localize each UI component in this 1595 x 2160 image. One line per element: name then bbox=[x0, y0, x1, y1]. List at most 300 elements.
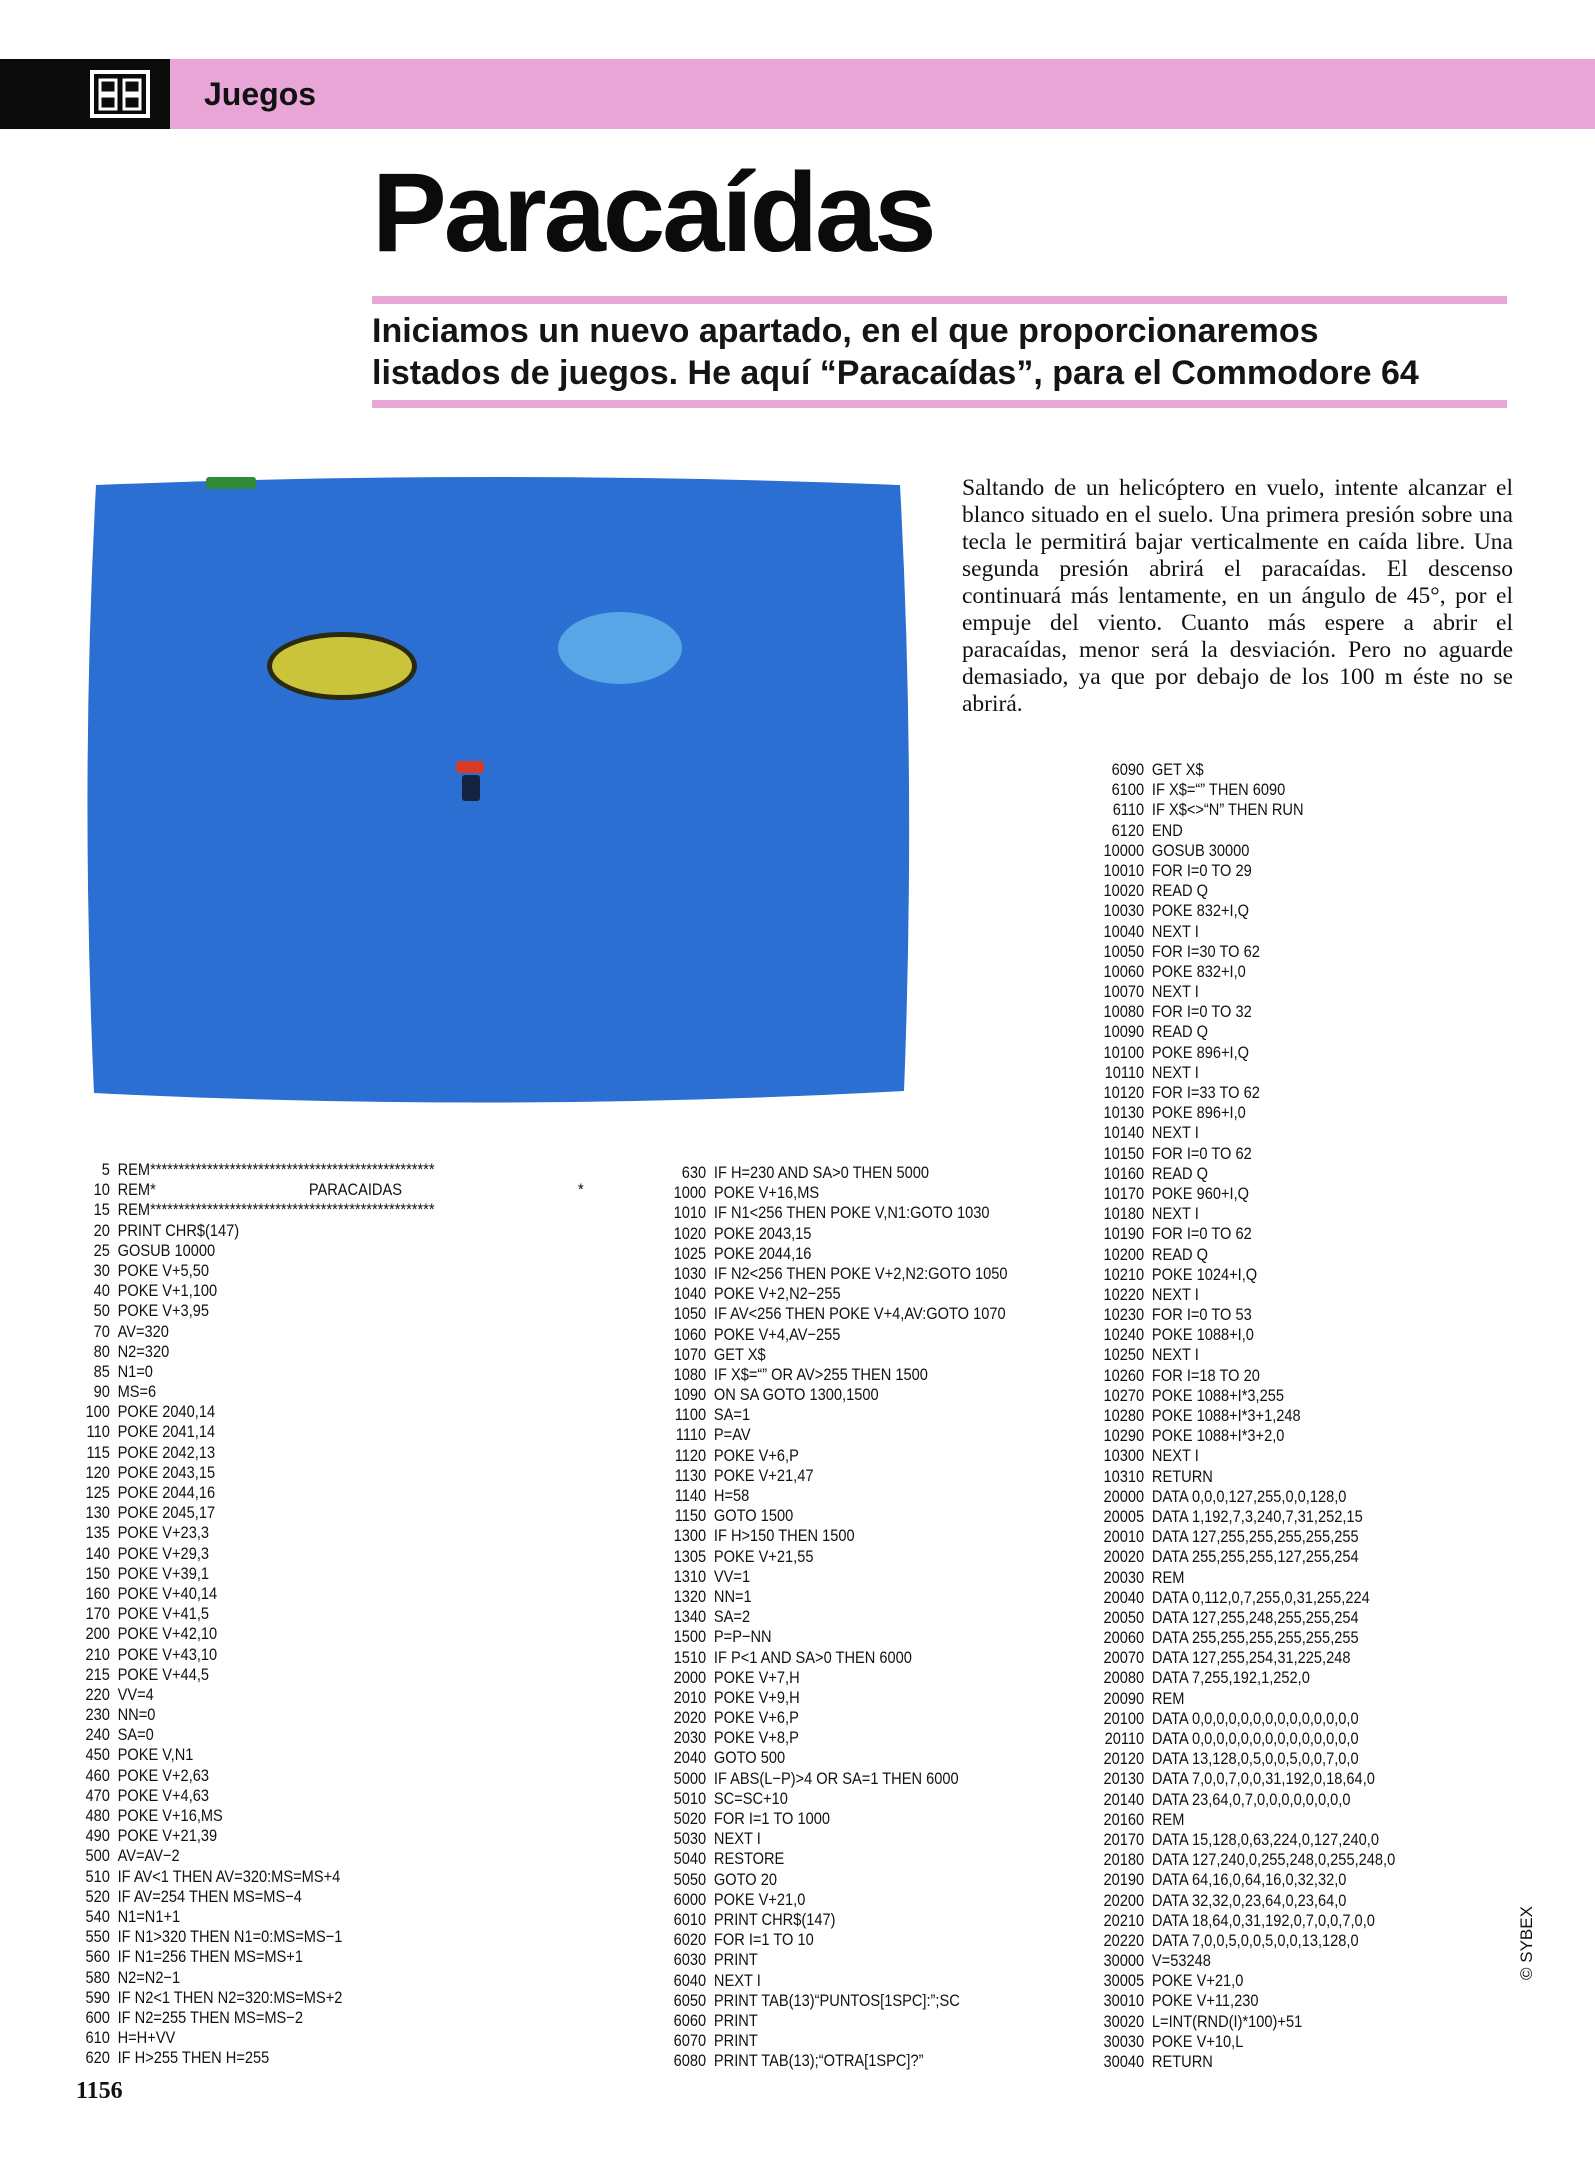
code-line-number: 30040 bbox=[1103, 2052, 1145, 2071]
code-line bbox=[658, 1264, 1105, 1284]
code-line-statement: POKE 2043,15 bbox=[713, 1223, 812, 1243]
code-line-statement: DATA 7,0,0,7,0,0,31,192,0,18,64,0 bbox=[1151, 1769, 1375, 1789]
code-line-number: 2000 bbox=[673, 1667, 707, 1687]
code-line-statement: POKE 960+I,Q bbox=[1151, 1183, 1250, 1203]
code-line-statement: H=H+VV bbox=[117, 2028, 176, 2048]
code-line-number: 6120 bbox=[1111, 820, 1145, 840]
code-line-number: 1025 bbox=[673, 1243, 707, 1263]
code-line-number: 1030 bbox=[673, 1263, 707, 1283]
code-line bbox=[1096, 1668, 1474, 1688]
code-line bbox=[1096, 2012, 1474, 2032]
code-line-statement: POKE 832+I,0 bbox=[1151, 961, 1246, 981]
code-line-statement: IF N1>320 THEN N1=0:MS=MS−1 bbox=[117, 1927, 343, 1947]
code-line bbox=[1096, 1224, 1474, 1244]
code-line-statement: GOSUB 30000 bbox=[1151, 840, 1250, 860]
code-line bbox=[1096, 1749, 1474, 1769]
code-line-number: 70 bbox=[93, 1321, 110, 1341]
code-line bbox=[1096, 1002, 1474, 1022]
code-line-number: 120 bbox=[85, 1462, 110, 1482]
code-line-number: 10020 bbox=[1103, 881, 1145, 901]
code-line-statement: IF AV=254 THEN MS=MS−4 bbox=[117, 1886, 302, 1906]
code-line bbox=[72, 1867, 584, 1887]
code-line bbox=[1096, 1245, 1474, 1265]
code-line: 15 REM************************************************** bbox=[93, 1200, 435, 1220]
code-line-number: 620 bbox=[85, 2048, 110, 2068]
code-line-statement: GOTO 1500 bbox=[713, 1506, 794, 1526]
code-line-statement: POKE V+39,1 bbox=[117, 1563, 210, 1583]
code-column-3 bbox=[1096, 760, 1474, 2072]
code-line bbox=[1096, 1103, 1474, 1123]
code-line-statement: DATA 13,128,0,5,0,0,5,0,0,7,0,0 bbox=[1151, 1749, 1359, 1769]
subtitle-rule-top bbox=[372, 296, 1507, 304]
code-line bbox=[1096, 1285, 1474, 1305]
code-line bbox=[658, 1284, 1105, 1304]
sky-background bbox=[87, 477, 909, 1103]
code-line-number: 500 bbox=[85, 1846, 110, 1866]
code-line-number: 10240 bbox=[1103, 1325, 1145, 1345]
code-line-number: 30010 bbox=[1103, 1991, 1145, 2011]
code-line bbox=[658, 1728, 1105, 1748]
code-line-statement: POKE V+5,50 bbox=[117, 1260, 210, 1280]
code-line-statement: DATA 127,255,254,31,225,248 bbox=[1151, 1648, 1351, 1668]
code-line bbox=[1096, 2052, 1474, 2072]
code-line-statement: IF P<1 AND SA>0 THEN 6000 bbox=[713, 1647, 912, 1667]
code-line bbox=[72, 1584, 584, 1604]
subtitle bbox=[372, 310, 1507, 394]
code-line bbox=[1096, 1467, 1474, 1487]
code-line bbox=[1096, 1123, 1474, 1143]
code-line-number: 115 bbox=[86, 1442, 110, 1462]
code-line-statement: POKE V+11,230 bbox=[1151, 1991, 1259, 2011]
code-line-statement: READ Q bbox=[1151, 1163, 1208, 1183]
code-line-number: 10040 bbox=[1103, 921, 1145, 941]
code-line-statement: H=58 bbox=[713, 1486, 750, 1505]
code-line-statement: RETURN bbox=[1151, 1466, 1213, 1486]
code-line bbox=[658, 1425, 1105, 1445]
code-line-number: 20220 bbox=[1103, 1930, 1145, 1950]
code-line-statement: IF N2<1 THEN N2=320:MS=MS+2 bbox=[117, 1987, 343, 2007]
code-line-number: 20120 bbox=[1103, 1749, 1145, 1769]
code-line bbox=[1096, 1022, 1474, 1042]
code-line bbox=[72, 1221, 584, 1241]
code-line-number: 10090 bbox=[1103, 1022, 1145, 1042]
code-line-statement: IF H>150 THEN 1500 bbox=[713, 1526, 855, 1546]
code-line-number: 1090 bbox=[673, 1385, 707, 1405]
code-line bbox=[658, 2011, 1105, 2031]
code-line-statement: POKE 2045,17 bbox=[117, 1503, 216, 1523]
code-line-number: 610 bbox=[85, 2028, 110, 2048]
code-line bbox=[72, 1483, 584, 1503]
code-line bbox=[1096, 1850, 1474, 1870]
code-line-statement: READ Q bbox=[1151, 1244, 1208, 1264]
code-line-statement: P=AV bbox=[713, 1425, 751, 1445]
code-line bbox=[658, 1365, 1105, 1385]
code-line-statement: NEXT I bbox=[1151, 1345, 1199, 1365]
code-line: 5 REM************************************************** bbox=[101, 1160, 435, 1179]
code-line-number: 20070 bbox=[1103, 1648, 1145, 1668]
code-line-number: 5000 bbox=[673, 1768, 707, 1788]
code-line bbox=[1096, 1366, 1474, 1386]
code-line-statement: POKE 2044,16 bbox=[713, 1243, 812, 1263]
code-line-statement: POKE V+4,63 bbox=[117, 1785, 210, 1805]
code-line bbox=[1096, 942, 1474, 962]
code-line bbox=[72, 1443, 584, 1463]
code-line bbox=[658, 1748, 1105, 1768]
code-line-number: 1020 bbox=[673, 1223, 707, 1243]
code-line-statement: IF AV<256 THEN POKE V+4,AV:GOTO 1070 bbox=[713, 1304, 1006, 1324]
code-line-number: 20130 bbox=[1103, 1769, 1145, 1789]
code-line-number: 10150 bbox=[1103, 1143, 1145, 1163]
code-line-number: 80 bbox=[93, 1341, 110, 1361]
code-line-number: 470 bbox=[85, 1785, 110, 1805]
code-line bbox=[72, 1241, 584, 1261]
code-line-number: 1130 bbox=[674, 1465, 707, 1485]
code-line-number: 2040 bbox=[673, 1748, 707, 1768]
code-line-statement: DATA 7,255,192,1,252,0 bbox=[1151, 1668, 1310, 1688]
code-line bbox=[658, 1405, 1105, 1425]
code-line-number: 170 bbox=[85, 1604, 110, 1624]
code-line-statement: FOR I=0 TO 29 bbox=[1151, 860, 1252, 880]
code-line bbox=[1096, 1527, 1474, 1547]
code-line-number: 10260 bbox=[1103, 1365, 1145, 1385]
code-line bbox=[72, 1422, 584, 1442]
code-line-number: 6090 bbox=[1111, 760, 1145, 779]
code-line bbox=[72, 1564, 584, 1584]
code-line bbox=[1096, 821, 1474, 841]
code-line-statement: FOR I=0 TO 32 bbox=[1151, 1002, 1252, 1022]
target-island-fill bbox=[272, 637, 412, 695]
code-line bbox=[1096, 1063, 1474, 1083]
code-line bbox=[72, 1281, 584, 1301]
code-line bbox=[1096, 1588, 1474, 1608]
code-line-statement: IF AV<1 THEN AV=320:MS=MS+4 bbox=[117, 1866, 341, 1886]
code-line-statement: IF H>255 THEN H=255 bbox=[117, 2048, 270, 2068]
code-line-statement: PRINT bbox=[713, 2010, 758, 2030]
code-line bbox=[658, 1244, 1105, 1264]
code-line-statement: FOR I=0 TO 62 bbox=[1151, 1143, 1252, 1163]
code-line bbox=[658, 1829, 1105, 1849]
code-line bbox=[1096, 1608, 1474, 1628]
code-line-statement: P=P−NN bbox=[713, 1627, 772, 1647]
code-line-statement: DATA 0,0,0,0,0,0,0,0,0,0,0,0,0,0 bbox=[1151, 1708, 1359, 1728]
code-line-statement: POKE 832+I,Q bbox=[1151, 901, 1250, 921]
code-line bbox=[1096, 1184, 1474, 1204]
code-line-statement: POKE V+3,95 bbox=[117, 1301, 210, 1321]
code-line bbox=[658, 1890, 1105, 1910]
code-line-statement: POKE 1088+I,0 bbox=[1151, 1325, 1254, 1345]
code-line-statement: N2=N2−1 bbox=[117, 1967, 181, 1987]
code-line bbox=[72, 1604, 584, 1624]
code-line bbox=[72, 1786, 584, 1806]
code-line-number: 40 bbox=[93, 1281, 110, 1301]
code-line-number: 20050 bbox=[1103, 1607, 1145, 1627]
code-line bbox=[72, 1887, 584, 1907]
code-line-number: 1500 bbox=[673, 1627, 707, 1647]
code-line-number: 10110 bbox=[1104, 1062, 1145, 1082]
code-line-statement: POKE V+4,AV−255 bbox=[713, 1324, 841, 1344]
code-line bbox=[658, 1446, 1105, 1466]
code-line-statement: DATA 0,0,0,127,255,0,0,128,0 bbox=[1151, 1486, 1347, 1506]
code-line-statement: ON SA GOTO 1300,1500 bbox=[713, 1385, 879, 1405]
code-line-number: 10000 bbox=[1103, 840, 1145, 860]
code-line bbox=[658, 1648, 1105, 1668]
code-line bbox=[658, 1991, 1105, 2011]
code-line bbox=[72, 1402, 584, 1422]
code-line-number: 215 bbox=[85, 1664, 110, 1684]
code-line-number: 220 bbox=[85, 1684, 110, 1704]
code-line-statement: POKE V+21,0 bbox=[713, 1889, 806, 1909]
code-line-number: 10310 bbox=[1103, 1466, 1145, 1486]
code-line-number: 10100 bbox=[1103, 1042, 1145, 1062]
code-line bbox=[658, 1526, 1105, 1546]
code-line-number: 1150 bbox=[674, 1506, 707, 1526]
code-line-statement: POKE V+10,L bbox=[1151, 2031, 1244, 2051]
code-line-number: 230 bbox=[85, 1705, 110, 1725]
code-line bbox=[658, 1809, 1105, 1829]
code-line bbox=[1096, 1951, 1474, 1971]
code-line-statement: DATA 32,32,0,23,64,0,23,64,0 bbox=[1151, 1890, 1347, 1910]
code-line-statement: REM bbox=[1151, 1809, 1185, 1829]
code-line bbox=[72, 1523, 584, 1543]
code-line-statement: DATA 0,112,0,7,255,0,31,255,224 bbox=[1151, 1587, 1370, 1607]
code-line-number: 100 bbox=[85, 1402, 110, 1422]
code-line bbox=[72, 1645, 584, 1665]
code-line bbox=[1096, 1345, 1474, 1365]
code-line bbox=[72, 1463, 584, 1483]
code-line-statement: POKE 1024+I,Q bbox=[1151, 1264, 1258, 1284]
code-line-number: 2030 bbox=[673, 1728, 707, 1748]
code-line-statement: DATA 1,192,7,3,240,7,31,252,15 bbox=[1151, 1506, 1363, 1526]
code-line-statement: DATA 15,128,0,63,224,0,127,240,0 bbox=[1151, 1829, 1379, 1849]
code-line-number: 10270 bbox=[1103, 1385, 1145, 1405]
code-line bbox=[1096, 1305, 1474, 1325]
code-line-number: 30000 bbox=[1103, 1951, 1145, 1971]
code-line-number: 160 bbox=[85, 1583, 110, 1603]
code-line-number: 1320 bbox=[673, 1586, 707, 1606]
code-line-number: 20100 bbox=[1103, 1708, 1145, 1728]
code-line bbox=[1096, 760, 1474, 780]
code-line-number: 6040 bbox=[673, 1970, 707, 1990]
code-line-statement: END bbox=[1151, 820, 1183, 840]
code-line-statement: GET X$ bbox=[1151, 760, 1204, 779]
code-line-number: 20110 bbox=[1104, 1729, 1145, 1748]
code-line-statement: POKE V+16,MS bbox=[117, 1806, 223, 1825]
code-line-statement: IF N1=256 THEN MS=MS+1 bbox=[117, 1947, 303, 1967]
code-line-number: 1050 bbox=[673, 1304, 707, 1324]
code-line-statement: NEXT I bbox=[713, 1829, 761, 1849]
code-line bbox=[658, 1547, 1105, 1567]
code-line-number: 50 bbox=[93, 1301, 110, 1321]
code-line-number: 10160 bbox=[1103, 1163, 1145, 1183]
code-line-statement: GOTO 20 bbox=[713, 1869, 778, 1889]
code-line-number: 1100 bbox=[674, 1405, 707, 1425]
page-title: Paracaídas bbox=[372, 150, 934, 275]
code-line bbox=[72, 1988, 584, 2008]
code-line bbox=[658, 1385, 1105, 1405]
code-line bbox=[1096, 780, 1474, 800]
code-line bbox=[658, 1506, 1105, 1526]
code-line-statement: POKE V+21,0 bbox=[1151, 1971, 1244, 1991]
code-line-statement: N1=N1+1 bbox=[117, 1906, 181, 1926]
code-line bbox=[1096, 922, 1474, 942]
code-line-statement: POKE 1088+I*3+1,248 bbox=[1151, 1406, 1301, 1425]
code-line bbox=[1096, 1729, 1474, 1749]
code-line-number: 5010 bbox=[673, 1788, 707, 1808]
code-line-number: 20140 bbox=[1103, 1789, 1145, 1809]
code-line bbox=[1096, 1891, 1474, 1911]
code-line-statement: POKE V+42,10 bbox=[117, 1624, 218, 1644]
code-line-number: 1080 bbox=[673, 1364, 707, 1384]
code-line-number: 10140 bbox=[1103, 1123, 1145, 1143]
code-line bbox=[658, 1849, 1105, 1869]
code-line bbox=[1096, 1406, 1474, 1426]
code-line-statement: PRINT CHR$(147) bbox=[713, 1909, 836, 1929]
code-line-statement: POKE 896+I,0 bbox=[1151, 1103, 1246, 1123]
code-line bbox=[658, 1930, 1105, 1950]
code-line-number: 5050 bbox=[673, 1869, 707, 1889]
code-line bbox=[1096, 1446, 1474, 1466]
code-line-statement: DATA 64,16,0,64,16,0,32,32,0 bbox=[1151, 1870, 1347, 1890]
code-line-statement: REM bbox=[1151, 1688, 1185, 1708]
code-line-statement: POKE V+6,P bbox=[713, 1708, 799, 1728]
code-line-number: 550 bbox=[85, 1927, 110, 1947]
code-line bbox=[72, 1544, 584, 1564]
code-line-statement: MS=6 bbox=[117, 1382, 157, 1402]
code-line-number: 5020 bbox=[673, 1809, 707, 1828]
code-line bbox=[1096, 1568, 1474, 1588]
code-line-number: 10220 bbox=[1103, 1284, 1145, 1304]
code-line-statement: FOR I=30 TO 62 bbox=[1151, 941, 1260, 961]
code-line-statement: NEXT I bbox=[1151, 1062, 1199, 1082]
code-line-number: 20080 bbox=[1103, 1668, 1145, 1688]
code-line-statement: DATA 255,255,255,127,255,254 bbox=[1151, 1547, 1359, 1567]
code-line bbox=[1096, 1911, 1474, 1931]
code-line-statement: FOR I=1 TO 1000 bbox=[713, 1809, 830, 1828]
code-line-statement: NEXT I bbox=[1151, 982, 1199, 1002]
code-line bbox=[72, 1665, 584, 1685]
code-line-statement: FOR I=33 TO 62 bbox=[1151, 1083, 1260, 1102]
code-line bbox=[1096, 861, 1474, 881]
code-line-statement: POKE V+43,10 bbox=[117, 1644, 218, 1664]
code-line-number: 5040 bbox=[673, 1849, 707, 1869]
code-line-statement: GET X$ bbox=[713, 1344, 766, 1364]
code-line-number: 1300 bbox=[673, 1526, 707, 1546]
code-line-number: 30 bbox=[93, 1260, 110, 1280]
code-line-statement: POKE V+7,H bbox=[713, 1667, 800, 1687]
code-line-statement: PRINT TAB(13)“PUNTOS[1SPC]:”;SC bbox=[713, 1990, 960, 2010]
code-line bbox=[658, 1789, 1105, 1809]
code-line-statement: N2=320 bbox=[117, 1341, 170, 1361]
code-line-statement: POKE V+8,P bbox=[713, 1728, 799, 1748]
code-line-number: 30030 bbox=[1103, 2031, 1145, 2051]
code-line-statement: POKE 1088+I*3,255 bbox=[1151, 1385, 1284, 1405]
code-line bbox=[658, 1950, 1105, 1970]
code-line-statement: RETURN bbox=[1151, 2052, 1213, 2071]
code-line-statement: NN=0 bbox=[117, 1705, 156, 1725]
code-line-number: 10030 bbox=[1103, 901, 1145, 921]
code-line-number: 1110 bbox=[675, 1425, 707, 1445]
code-line bbox=[72, 1766, 584, 1786]
code-line bbox=[658, 1627, 1105, 1647]
code-line bbox=[1096, 800, 1474, 820]
code-line bbox=[1096, 1790, 1474, 1810]
code-line bbox=[72, 2028, 584, 2048]
code-line-number: 10230 bbox=[1103, 1305, 1145, 1325]
code-line-number: 20190 bbox=[1103, 1870, 1145, 1890]
code-line-statement: POKE 2041,14 bbox=[117, 1422, 216, 1442]
code-line-number: 20020 bbox=[1103, 1547, 1145, 1567]
code-line-statement: AV=320 bbox=[117, 1321, 169, 1341]
code-line-statement: POKE V+41,5 bbox=[117, 1604, 210, 1624]
code-line-number: 10210 bbox=[1103, 1264, 1145, 1284]
code-line bbox=[1096, 2032, 1474, 2052]
code-line bbox=[1096, 1487, 1474, 1507]
code-line-number: 450 bbox=[85, 1745, 110, 1765]
section-logo-icon bbox=[90, 70, 150, 118]
subtitle-line-1: Iniciamos un nuevo apartado, en el que proporcionaremos bbox=[372, 312, 1319, 350]
code-line bbox=[72, 1362, 584, 1382]
code-line bbox=[1096, 901, 1474, 921]
code-line-statement: L=INT(RND(I)*100)+51 bbox=[1151, 2011, 1303, 2031]
code-line-statement: POKE 1088+I*3+2,0 bbox=[1151, 1426, 1285, 1446]
code-line bbox=[1096, 1870, 1474, 1890]
code-line-number: 630 bbox=[681, 1163, 707, 1182]
code-line-statement: IF N2<256 THEN POKE V+2,N2:GOTO 1050 bbox=[713, 1263, 1008, 1283]
code-line bbox=[658, 1870, 1105, 1890]
code-line bbox=[658, 1224, 1105, 1244]
code-line-number: 6000 bbox=[673, 1889, 707, 1909]
code-line-statement: NEXT I bbox=[713, 1970, 761, 1990]
code-line-number: 6050 bbox=[673, 1990, 707, 2010]
code-line bbox=[1096, 1991, 1474, 2011]
code-line-statement: N1=0 bbox=[117, 1361, 153, 1381]
section-label: Juegos bbox=[204, 76, 317, 112]
code-line bbox=[658, 1325, 1105, 1345]
code-line-statement: IF X$<>“N” THEN RUN bbox=[1151, 800, 1304, 820]
code-line-number: 20210 bbox=[1103, 1910, 1145, 1930]
code-line-statement: SC=SC+10 bbox=[713, 1788, 788, 1808]
code-line bbox=[658, 1203, 1105, 1223]
code-column-2 bbox=[658, 1163, 1105, 2071]
helicopter-sprite bbox=[206, 477, 256, 489]
code-line bbox=[658, 1567, 1105, 1587]
code-line-number: 6100 bbox=[1111, 780, 1145, 800]
code-line-statement: V=53248 bbox=[1151, 1951, 1211, 1971]
code-line-number: 5030 bbox=[673, 1829, 707, 1849]
code-line-number: 20060 bbox=[1103, 1628, 1145, 1648]
code-line bbox=[658, 1910, 1105, 1930]
code-line-number: 1510 bbox=[673, 1647, 707, 1667]
listing-header-label: PARACAIDAS bbox=[308, 1180, 402, 1200]
code-line-number: 25 bbox=[93, 1240, 110, 1260]
code-line-number: 520 bbox=[85, 1886, 110, 1906]
code-line-number: 20180 bbox=[1103, 1850, 1145, 1870]
code-line bbox=[1096, 1689, 1474, 1709]
code-line-number: 10170 bbox=[1103, 1183, 1145, 1203]
code-line-statement: POKE V+40,14 bbox=[117, 1583, 218, 1603]
code-line bbox=[1096, 841, 1474, 861]
code-line-statement: FOR I=18 TO 20 bbox=[1151, 1365, 1260, 1385]
code-line-number: 1305 bbox=[673, 1546, 707, 1566]
code-line bbox=[72, 1382, 584, 1402]
code-line-number: 1340 bbox=[673, 1607, 707, 1627]
code-line-number: 30005 bbox=[1103, 1971, 1145, 1991]
code-line-number: 6110 bbox=[1112, 800, 1145, 820]
code-line bbox=[1096, 982, 1474, 1002]
code-line-number: 2020 bbox=[673, 1708, 707, 1728]
code-line-statement: DATA 7,0,0,5,0,0,5,0,0,13,128,0 bbox=[1151, 1930, 1359, 1950]
code-line-number: 1120 bbox=[674, 1445, 707, 1465]
